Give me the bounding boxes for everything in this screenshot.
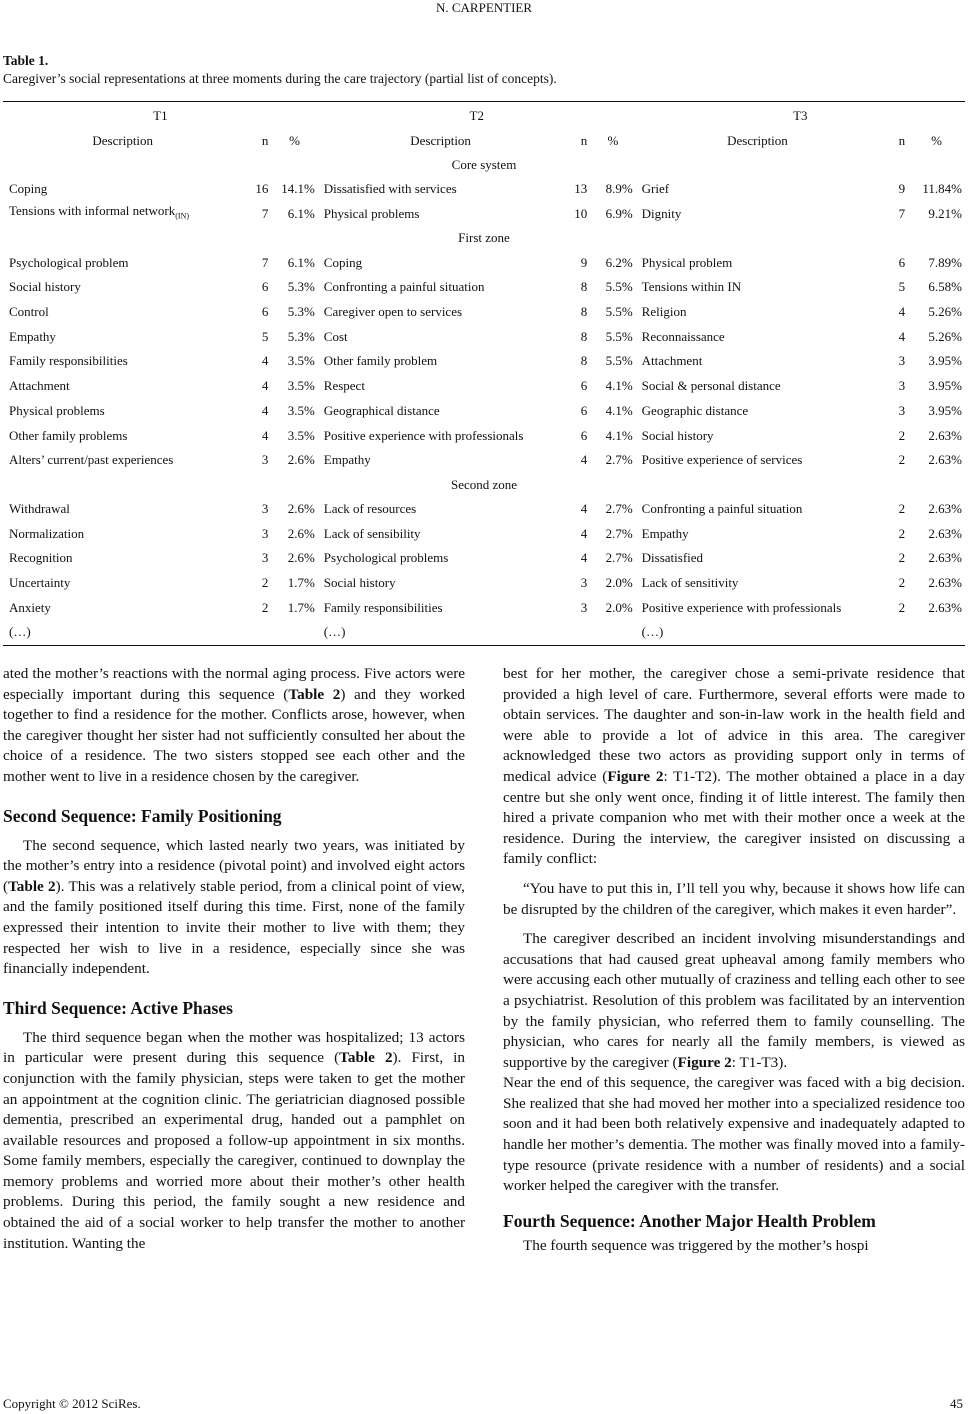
table-reference: Table 2 [288,685,341,703]
count-cell: 6 [261,279,269,295]
description-cell: Empathy [9,328,56,344]
percent-cell: 11.84% [922,181,962,197]
description-cell: Attachment [9,378,70,394]
description-cell: Confronting a painful situation [323,279,485,295]
percent-cell: 5.5% [605,353,633,369]
count-cell: 9 [898,181,906,197]
count-cell: 7 [898,206,906,222]
description-cell: Cost [323,328,348,344]
count-cell: 8 [580,279,588,295]
table-row [3,546,965,571]
data-table [3,101,965,646]
percent-cell: 2.63% [928,452,962,468]
percent-cell: 5.26% [928,304,962,320]
percent-cell: 1.7% [287,574,315,590]
paragraph: Near the end of this sequence, the caregiver was faced with a big decision. She realized that she had moved her mother into a specialized residence too soon and it had been both relatively expensive and inadequately adapted to handle her mother’s dementia. The mother was finally moved into a family-type resource (private residence with a number of residents) and a social worker helped the caregiver with the transfer. [503,1074,965,1195]
col-pct: % [931,133,942,148]
description-cell: Caregiver open to services [323,304,463,320]
description-cell: Psychological problems [323,550,449,566]
percent-cell: 6.1% [287,254,315,270]
description-cell: Attachment [641,353,703,369]
percent-cell: 6.1% [287,206,315,222]
percent-cell: 9.21% [928,206,962,222]
description-cell: Withdrawal [9,500,70,516]
table-row [3,521,965,546]
count-cell: 2 [898,500,906,516]
percent-cell: 6.9% [605,206,633,222]
paragraph: The third sequence began when the mother was hospitalized; 13 actors in particular were present during this sequence (Table 2). First, in conjunction with the family physician, steps were taken to get the mother an appointment at the cognition clinic. The geriatrician diagnosed possible dementia, prescribed an experimental drug, handed out a pamphlet on available resources and proposed a follow-up appointment in six months. Some family members, especially the caregiver, continued to downplay the memory problems and worried more about their mother’s other health problems. During this period, the family sought a new residence and obtained the aid of a social worker to help transfer the mother to another institution. Wanting the [3,1028,465,1252]
percent-cell: 3.5% [287,402,315,418]
count-cell: 4 [261,378,269,394]
description-cell: Empathy [641,525,689,541]
description-cell: Physical problems [323,206,420,222]
count-cell: 3 [898,353,906,369]
percent-cell: 14.1% [281,181,315,197]
count-cell: 2 [898,550,906,566]
count-cell: 3 [261,525,269,541]
table-label: Table 1. [3,53,49,68]
right-column [503,664,965,1256]
percent-cell: 2.63% [928,550,962,566]
copyright-footer: Copyright © 2012 SciRes. [3,1396,141,1411]
period-t2: T2 [318,102,636,130]
table-row [3,349,965,374]
count-cell: 2 [261,574,269,590]
count-cell: 4 [898,304,906,320]
description-cell: Positive experience of services [641,452,803,468]
percent-cell: 3.5% [287,427,315,443]
count-cell: 2 [898,574,906,590]
description-cell: Dignity [641,206,682,222]
count-cell: 4 [261,353,269,369]
description-cell: Respect [323,378,365,394]
period-header-row [3,102,965,130]
count-cell: 3 [261,500,269,516]
percent-cell: 2.6% [287,550,315,566]
description-cell: Social history [641,427,714,443]
count-cell: 5 [898,279,906,295]
count-cell: 8 [580,304,588,320]
count-cell: 3 [261,550,269,566]
count-cell: 2 [261,599,269,615]
description-cell: Geographic distance [641,402,749,418]
count-cell: 9 [580,254,588,270]
table-row [3,202,965,227]
description-cell: Lack of resources [323,500,417,516]
description-cell: Dissatisfied [641,550,704,566]
percent-cell: 5.3% [287,304,315,320]
percent-cell: 6.2% [605,254,633,270]
description-cell: Recognition [9,550,73,566]
zone-title: Core system [451,157,517,172]
percent-cell: 7.89% [928,254,962,270]
count-cell: 6 [580,402,588,418]
count-cell: 2 [898,427,906,443]
description-cell: Geographical distance [323,402,440,418]
percent-cell: 4.1% [605,378,633,394]
zone-row [3,473,965,497]
count-cell: 4 [580,525,588,541]
table-row [3,595,965,620]
table-row [3,448,965,473]
percent-cell: 5.5% [605,304,633,320]
description-cell: Religion [641,304,687,320]
count-cell: 3 [261,452,269,468]
zone-row [3,226,965,250]
zone-title: Second zone [450,476,518,492]
count-cell: 2 [898,599,906,615]
percent-cell: 2.7% [605,452,633,468]
description-cell: Positive experience with professionals [323,427,524,443]
table-row [3,423,965,448]
description-cell: Dissatisfied with services [323,181,457,197]
percent-cell: 3.5% [287,378,315,394]
percent-cell: 1.7% [287,599,315,615]
percent-cell [908,620,965,645]
description-cell: Physical problems [9,402,105,418]
table-row [3,620,965,645]
paragraph: The fourth sequence was triggered by the mother’s hospi [523,1236,869,1254]
percent-cell: 4.1% [605,402,633,418]
count-cell: 4 [580,452,588,468]
description-cell: Grief [641,181,670,197]
count-cell: 6 [580,378,588,394]
percent-cell: 2.7% [605,500,633,516]
col-pct: % [289,133,300,148]
table-row [3,324,965,349]
percent-cell: 2.7% [605,550,633,566]
percent-cell: 5.3% [287,279,315,295]
description-cell: Alters’ current/past experiences [9,452,174,468]
count-cell: 6 [580,427,588,443]
col-n: n [261,133,269,148]
percent-cell: 5.26% [928,328,962,344]
count-cell: 7 [261,254,269,270]
col-n: n [580,133,588,148]
percent-cell: 3.95% [928,353,962,369]
table-reference: Table 2 [8,877,56,895]
description-cell: (…) [636,620,880,645]
count-cell: 2 [898,525,906,541]
description-cell: Social history [9,279,81,295]
zone-row [3,153,965,177]
description-cell: Lack of sensitivity [641,574,739,590]
subscript-in: (IN) [175,211,190,221]
left-column [3,664,465,1254]
section-heading: Second Sequence: Family Positioning [3,805,282,826]
count-cell: 16 [255,181,269,197]
count-cell: 7 [261,206,269,222]
page-number: 45 [950,1396,963,1411]
percent-cell: 6.58% [928,279,962,295]
paragraph: The caregiver described an incident involving misunderstandings and accusations that had caused great upheaval among family members who were accusing each other mutually of craziness and telling each other to see a psychiatrist. Resolution of this problem was facilitated by an intervention by the family physician, who referred them to family counselling. The physician, who cares for nearly all the family members, is viewed as supportive by the caregiver (Figure 2: T1-T3). [503,930,965,1071]
description-cell: (…) [3,620,242,645]
count-cell: 4 [580,500,588,516]
table-row [3,300,965,325]
count-cell: 3 [580,574,588,590]
percent-cell: 2.6% [287,500,315,516]
description-cell: Anxiety [9,599,51,615]
description-cell: Reconnaissance [641,328,725,344]
percent-cell: 2.63% [928,599,962,615]
table-row [3,374,965,399]
percent-cell: 5.5% [605,328,633,344]
percent-cell [271,620,317,645]
percent-cell: 5.5% [605,279,633,295]
percent-cell: 3.95% [928,402,962,418]
description-cell: Positive experience with professionals [641,599,842,615]
description-cell: Uncertainty [9,574,71,590]
table-reference: Table 2 [339,1049,393,1067]
percent-cell: 3.5% [287,353,315,369]
table-row [3,275,965,300]
count-cell: 6 [261,304,269,320]
table-row [3,399,965,424]
percent-cell: 2.6% [287,525,315,541]
running-head: N. CARPENTIER [435,0,533,15]
count-cell [563,620,590,645]
percent-cell: 3.95% [928,378,962,394]
paragraph: best for her mother, the caregiver chose a semi-private residence that provided a high level of care. Furthermore, several efforts were made to obtain services. The daughter and son-in-law work in the health field and were able to provide a lot of advice in this area. The caregiver acknowledged these two actors as providing support only in terms of medical advice (Figure 2: T1-T2). The mother obtained a place in a day centre but she only went once, finding it of little interest. The family then hired a private companion who met with their mother once a week at the residence. During the interview, the caregiver insisted on discussing a family conflict: [503,665,965,868]
description-cell: Other family problem [323,353,438,369]
zone-title: First zone [458,230,510,246]
description-cell: Physical problem [641,254,733,270]
description-cell: Social & personal distance [641,378,781,394]
col-n: n [898,133,906,148]
percent-cell: 2.0% [605,574,633,590]
count-cell: 5 [261,328,269,344]
col-description: Description [727,133,788,148]
description-cell: Tensions within IN [641,279,742,295]
paragraph: The second sequence, which lasted nearly two years, was initiated by the mother’s entry into a residence (pivotal point) and involved eight actors (Table 2). This was a relatively stable period, from a clinical point of view, and the family positioned itself during this time. First, none of the family expressed their intention to invite their mother to live with them; they respected her wish to live in a residence, especially since she was financially independent. [3,836,465,978]
col-description: Description [410,133,471,148]
count-cell [242,620,271,645]
count-cell: 3 [898,402,906,418]
percent-cell: 2.63% [928,574,962,590]
col-description: Description [92,133,154,148]
count-cell: 8 [580,328,588,344]
percent-cell: 2.7% [605,525,633,541]
description-cell: Other family problems [9,427,128,443]
description-cell: (…) [318,620,564,645]
percent-cell [590,620,635,645]
description-cell: Confronting a painful situation [641,500,803,516]
count-cell: 3 [580,599,588,615]
column-header-row [3,129,965,153]
quote: “You have to put this in, I’ll tell you why, because it shows how life can be disrupted by the children of the caregiver, which makes it even harder”. [503,879,965,918]
description-cell: Normalization [9,525,85,541]
table-caption: Caregiver’s social representations at three moments during the care trajectory (partial list of concepts). [3,71,557,86]
section-heading: Fourth Sequence: Another Major Health Problem [503,1210,876,1231]
count-cell: 13 [574,181,588,197]
count-cell: 4 [898,328,906,344]
count-cell: 2 [898,452,906,468]
period-t3: T3 [636,102,965,130]
count-cell: 4 [580,550,588,566]
description-cell: Tensions with informal network$_{(IN)}$ [9,203,190,221]
description-cell: Family responsibilities [9,353,128,369]
description-cell: Social history [323,574,396,590]
figure-reference: Figure 2 [677,1053,732,1071]
description-cell: Control [9,304,49,320]
figure-reference: Figure 2 [607,767,664,785]
table-row [3,250,965,275]
percent-cell: 2.63% [928,427,962,443]
description-cell: Empathy [323,452,371,468]
count-cell: 3 [898,378,906,394]
section-heading: Third Sequence: Active Phases [3,997,233,1018]
description-cell: Coping [9,181,48,197]
count-cell: 6 [898,254,906,270]
count-cell: 4 [261,402,269,418]
percent-cell: 2.63% [928,525,962,541]
percent-cell: 2.0% [605,599,633,615]
description-cell: Lack of sensibility [323,525,421,541]
percent-cell: 5.3% [287,328,315,344]
percent-cell: 8.9% [605,181,633,197]
count-cell: 4 [261,427,269,443]
table-row [3,177,965,202]
period-t1: T1 [3,102,318,130]
percent-cell: 2.63% [928,500,962,516]
count-cell [879,620,908,645]
description-cell: Coping [323,254,363,270]
description-cell: Psychological problem [9,254,129,270]
percent-cell: 4.1% [605,427,633,443]
count-cell: 8 [580,353,588,369]
col-pct: % [607,133,619,148]
description-cell: Family responsibilities [323,599,443,615]
percent-cell: 2.6% [287,452,315,468]
table-row [3,571,965,596]
paragraph: ated the mother’s reactions with the normal aging process. Five actors were especially important during this sequence (Table 2) and they worked together to find a residence for the mother. Conflicts arose, however, when the caregiver thought her sister had not sufficiently consulted her about the choice of a residence. The two sisters stopped see each other and the mother went to live in a residence chosen by the caregiver. [3,665,465,785]
table-row [3,497,965,522]
count-cell: 10 [574,206,588,222]
